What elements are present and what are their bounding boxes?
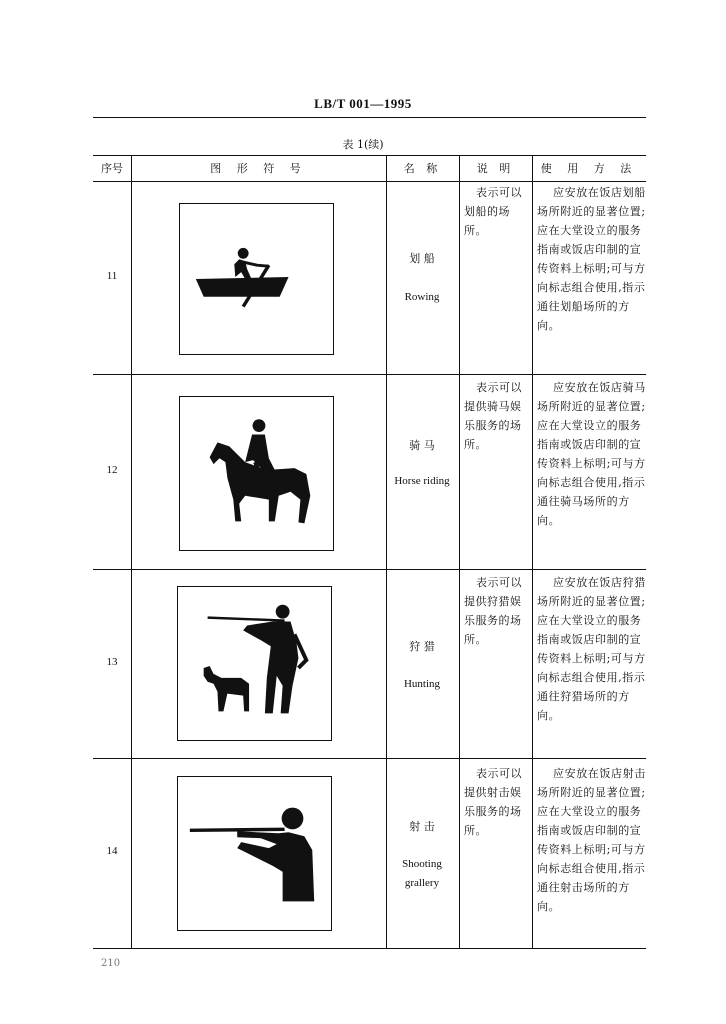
standard-code: LB/T 001—1995	[314, 96, 412, 111]
usage-method: 应安放在饭店狩猎场所附近的显著位置;应在大堂设立的服务指南或饭店印制的宣传资料上标明;可与方向标志组合使用,指示通往狩猎场所的方向。	[537, 576, 646, 722]
col-header-usage: 使 用 方 法	[540, 162, 638, 175]
row-divider	[93, 569, 646, 570]
rowing-icon	[180, 204, 333, 354]
column-divider	[459, 155, 460, 948]
row-divider	[93, 374, 646, 375]
rowing-symbol-frame	[179, 203, 334, 355]
col-header-symbol: 图 形 符 号	[210, 162, 307, 175]
usage-method: 应安放在饭店骑马场所附近的显著位置;应在大堂设立的服务指南或饭店印制的宣传资料上标明;可与方向标志组合使用,指示通往骑马场所的方向。	[537, 381, 646, 527]
symbol-description: 表示可以提供骑马娱乐服务的场所。	[464, 381, 522, 451]
col-header-no: 序号	[101, 162, 123, 175]
table-bottom-rule	[93, 948, 646, 949]
column-divider	[131, 155, 132, 948]
row-number: 13	[106, 656, 118, 668]
horse-riding-symbol-frame	[179, 396, 334, 551]
table-caption: 表 1(续)	[342, 138, 384, 151]
col-header-name: 名 称	[403, 162, 442, 175]
symbol-name-en: Hunting	[403, 678, 441, 690]
usage-method: 应安放在饭店射击场所附近的显著位置;应在大堂设立的服务指南或饭店印制的宣传资料上标明;可与方向标志组合使用,指示通往射击场所的方向。	[537, 767, 646, 913]
shooting-symbol-frame	[177, 776, 332, 931]
symbol-name-cn: 骑 马	[409, 439, 435, 452]
page-number: 210	[101, 958, 121, 969]
row-number: 12	[106, 464, 118, 476]
column-divider	[532, 155, 533, 948]
symbol-name-cn: 划 船	[409, 252, 435, 265]
symbol-name-cn: 狩 猎	[409, 640, 435, 653]
hunting-symbol-frame	[177, 586, 332, 741]
symbol-name-en: Shooting grallery	[402, 858, 442, 889]
row-number: 11	[106, 270, 118, 282]
col-header-desc: 说 明	[476, 162, 515, 175]
symbol-name-en: Horse riding	[394, 475, 450, 487]
header-rule	[93, 117, 646, 118]
symbol-description: 表示可以划船的场所。	[464, 186, 522, 237]
usage-method: 应安放在饭店划船场所附近的显著位置;应在大堂设立的服务指南或饭店印制的宣传资料上标明;可与方向标志组合使用,指示通往划船场所的方向。	[537, 186, 646, 332]
symbol-description: 表示可以提供射击娱乐服务的场所。	[464, 767, 522, 837]
hunting-icon	[178, 587, 331, 740]
horse-riding-icon	[180, 397, 333, 550]
row-divider	[93, 758, 646, 759]
shooting-icon	[178, 777, 331, 930]
symbol-description: 表示可以提供狩猎娱乐服务的场所。	[464, 576, 522, 646]
symbol-name-cn: 射 击	[409, 820, 435, 833]
row-number: 14	[106, 845, 118, 857]
symbol-name-en: Rowing	[404, 291, 440, 303]
